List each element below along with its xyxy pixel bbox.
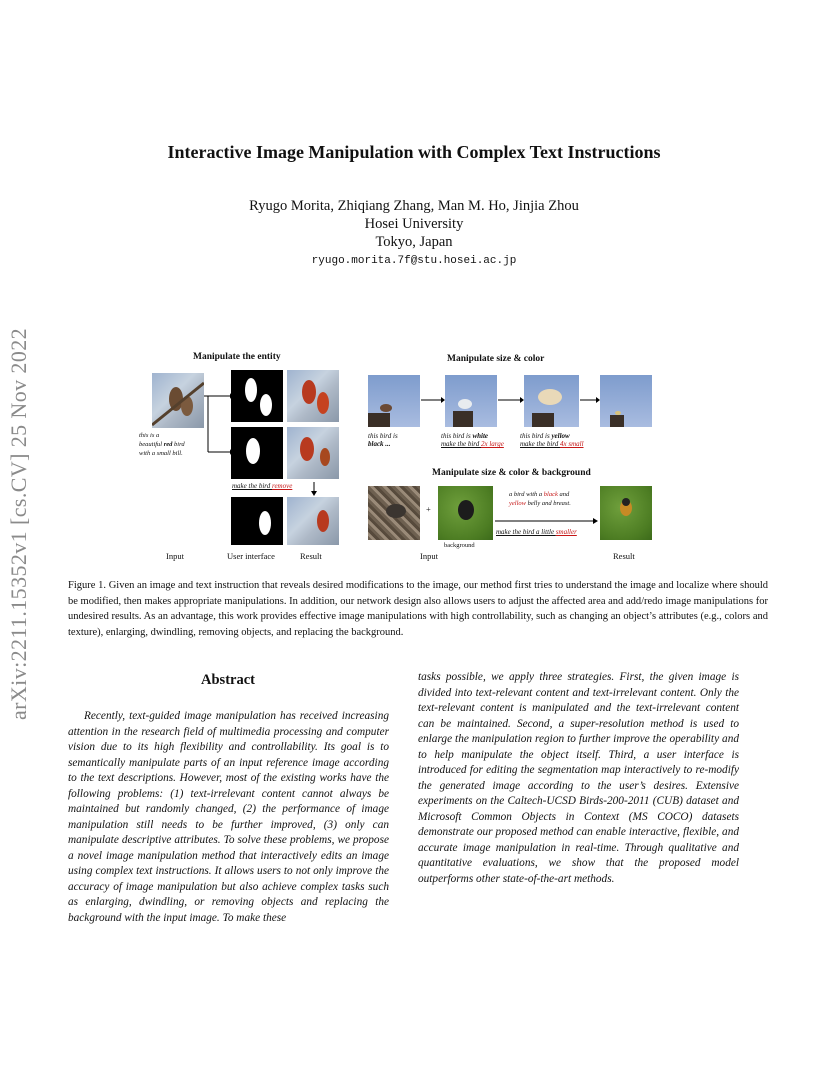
authors: Ryugo Morita, Zhiqiang Zhang, Man M. Ho, Jinjia Zhou xyxy=(249,198,579,214)
label-result-left: Result xyxy=(300,551,322,561)
result-photo-3 xyxy=(287,497,339,545)
connector-arrows xyxy=(200,392,232,462)
label-user-interface: User interface xyxy=(227,551,275,561)
paper-title: Interactive Image Manipulation with Complex Text Instructions xyxy=(167,142,661,162)
background-label: background xyxy=(444,542,475,549)
figure-caption: Figure 1. Given an image and text instruction that reveals desired modifications to the image, our method first tries to understand the image and localize where should be modified, then makes appropriate manipulations. In addition, our network design also allows users to adjust the affected area and add/redo image manipulations for undesired results. As an advantage, this work provides effective image manipulations with high controllability, such as changing an object’s attributes (e.g., colors and texture), enlarging, dwindling, removing objects, and replacing the background. xyxy=(68,580,768,638)
fig-heading-background: Manipulate size & color & background xyxy=(432,468,591,478)
sequence-arrows xyxy=(420,395,652,405)
size-text-2: this bird is white make the bird 2x large xyxy=(441,432,504,448)
bg-result-photo xyxy=(600,486,652,540)
segmentation-mask-3 xyxy=(231,497,283,545)
background-photo xyxy=(438,486,493,540)
label-input-right: Input xyxy=(420,551,438,561)
label-result-right: Result xyxy=(613,551,635,561)
mask-shape-icon xyxy=(231,497,283,545)
size-text-1: this bird is black ... xyxy=(368,432,398,448)
mask-shape-icon xyxy=(231,427,283,479)
bird-icon xyxy=(287,427,339,479)
fig-heading-size-color: Manipulate size & color xyxy=(447,354,545,364)
mask-shape-icon xyxy=(231,370,283,422)
abstract-heading: Abstract xyxy=(201,672,255,688)
abstract-right-column: tasks possible, we apply three strategies. First, the given image is divided into text-relevant content and text-irrelevant content. Only the text-relevant content is manipulated and the text-irrelevant content can be maintained. Second, a super-resolution method is used to enlarge the manipulation region to further improve the operability and to help manipulate the object itself. Third, a user interface is introduced for editing the segmentation map interactively to re-modify the generated image according to the user’s desires. Extensive experiments on the Caltech-UCSD Birds-200-2011 (CUB) dataset and Microsoft Common Objects in Context (MS COCO) datasets demonstrate our proposed method can enable interactive, flexible, and accurate image manipulation in real-time. Through qualitative and quantitative evaluations, we show that the proposed model outperforms other state-of-the-art methods. xyxy=(418,671,739,885)
bg-text-description: a bird with a black and yellow belly and breast. xyxy=(509,491,571,507)
size-text-3: this bird is yellow make the bird 4x small xyxy=(520,432,584,448)
abstract-left-column: Recently, text-guided image manipulation has received increasing attention in the research field of multimedia processing and computer vision due to its high flexibility and controllability. Its goal is to semantically manipulate parts of an input reference image according to the text descriptions. However, most of the existing works have the following problems: (1) text-irrelevant content cannot always be maintained but randomly changed, (2) the performance of image manipulation still needs to be further improved, (3) only can manipulate descriptive attributes. To solve these problems, we propose a novel image manipulation method that interactively edits an image using complex text instructions. It allows users to not only improve the accuracy of image manipulation but also achieve complex tasks such as enlarging, dwindling, or removing objects and replacing the background with the input image. To make these xyxy=(68,710,389,924)
input-text-description: this is a beautiful red bird with a small bill. xyxy=(139,432,185,457)
result-photo-2 xyxy=(287,427,339,479)
affiliation: Hosei University xyxy=(364,216,464,232)
remove-instruction: make the bird remove xyxy=(232,482,293,490)
bg-input-photo xyxy=(368,486,420,540)
size-input-photo xyxy=(368,375,420,427)
result-photo-1 xyxy=(287,370,339,422)
bird-icon xyxy=(368,486,420,540)
segmentation-mask-2 xyxy=(231,427,283,479)
segmentation-mask-1 xyxy=(231,370,283,422)
bird-icon xyxy=(368,375,420,427)
fig-heading-entity: Manipulate the entity xyxy=(193,352,281,362)
bg-arrow xyxy=(493,517,601,525)
plus-sign: + xyxy=(426,504,431,514)
bird-icon xyxy=(600,486,652,540)
bird-icon xyxy=(287,497,339,545)
down-arrow-icon xyxy=(310,482,318,496)
location: Tokyo, Japan xyxy=(375,234,453,250)
bird-icon xyxy=(287,370,339,422)
bird-icon xyxy=(438,486,493,540)
label-input-left: Input xyxy=(166,551,184,561)
bird-icon xyxy=(152,373,204,428)
bg-instruction: make the bird a little smaller xyxy=(496,528,577,536)
arxiv-sidebar-id: arXiv:2211.15352v1 [cs.CV] 25 Nov 2022 xyxy=(6,327,31,720)
email: ryugo.morita.7f@stu.hosei.ac.jp xyxy=(311,255,517,267)
input-bird-photo xyxy=(152,373,204,428)
